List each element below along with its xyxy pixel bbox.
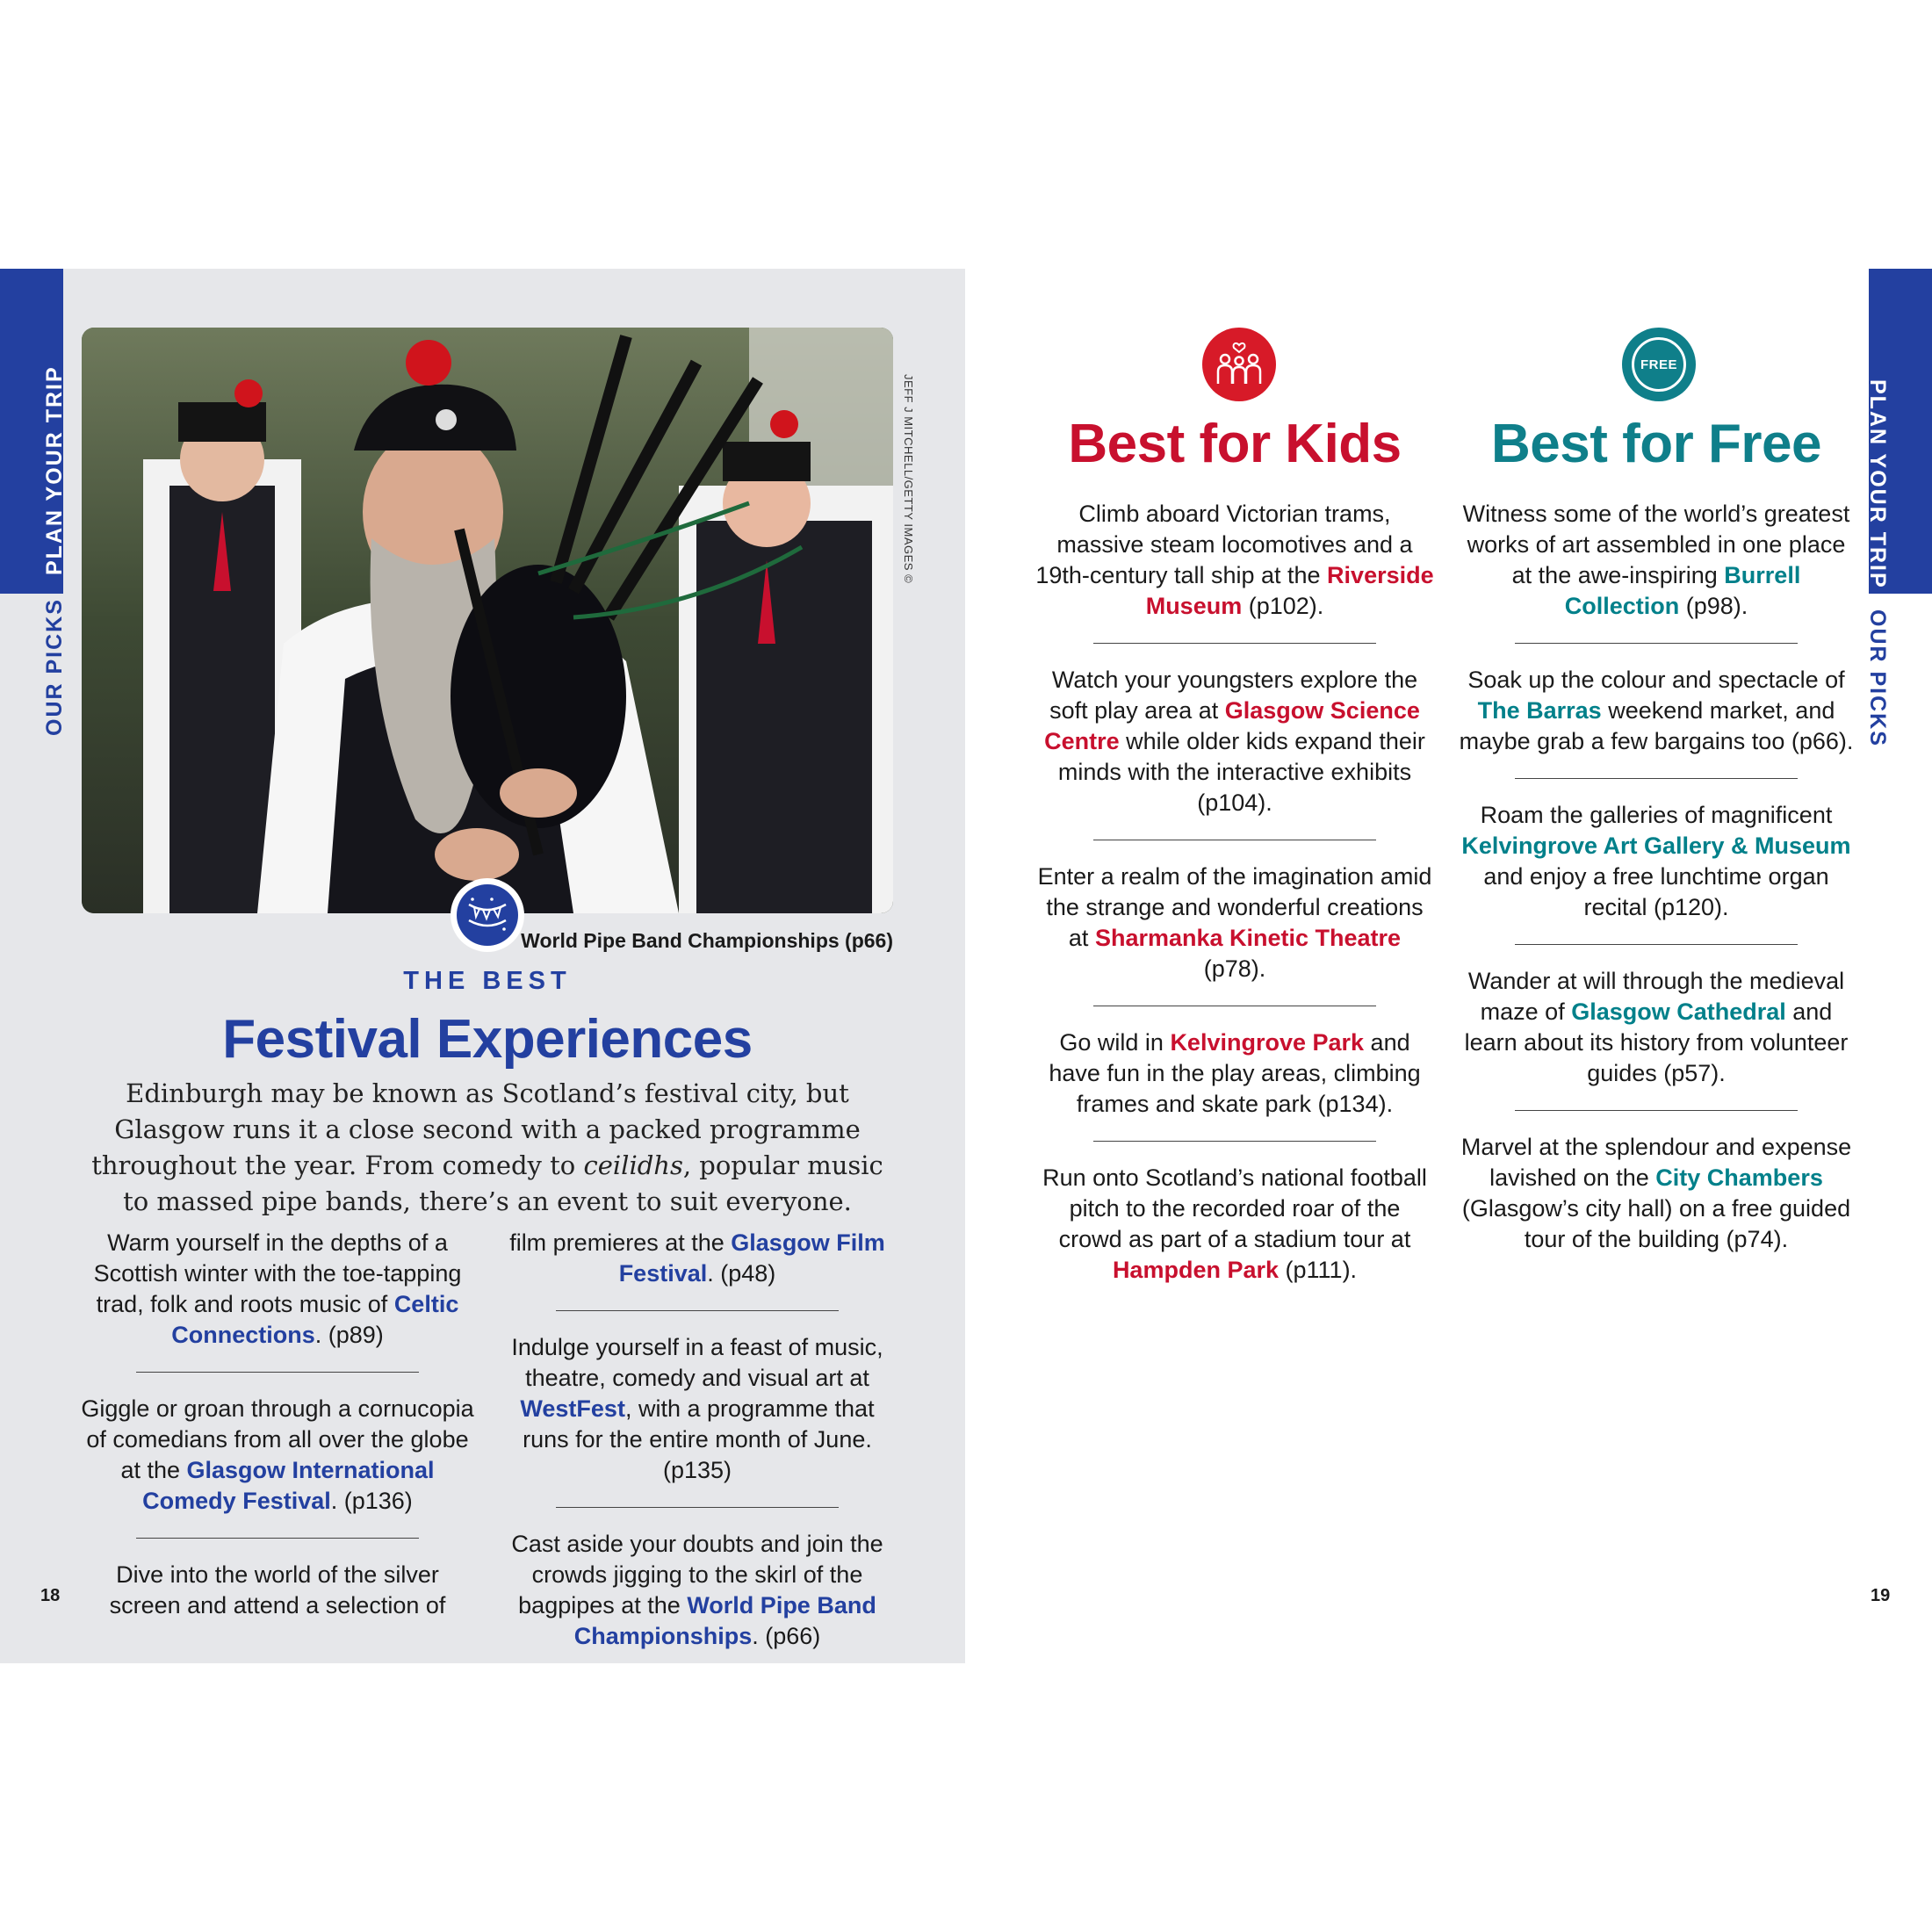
best-for-free-title: Best for Free bbox=[1491, 414, 1821, 474]
festival-link[interactable]: WestFest bbox=[520, 1395, 625, 1422]
free-badge-label: FREE bbox=[1632, 337, 1686, 392]
free-link[interactable]: Kelvingrove Art Gallery & Museum bbox=[1461, 833, 1851, 859]
festival-link[interactable]: Glasgow Film Festival bbox=[618, 1229, 885, 1287]
divider bbox=[1093, 643, 1376, 644]
kids-entry: Run onto Scotland’s national football pitch to the recorded roar of the crowd as part of a stadium tour at Hampden Park (p111). bbox=[1042, 1164, 1427, 1283]
kids-link[interactable]: Glasgow Science Centre bbox=[1044, 697, 1420, 754]
festival-title: Festival Experiences bbox=[222, 1009, 753, 1070]
free-entry: Wander at will through the medieval maze of Glasgow Cathedral and learn about its history from volunteer guides (p57). bbox=[1464, 968, 1849, 1086]
free-entry: Marvel at the splendour and expense lavished on the City Chambers (Glasgow’s city hall) on a free guided tour of the building (p74). bbox=[1460, 1134, 1852, 1252]
festival-link[interactable]: World Pipe Band Championships bbox=[573, 1592, 876, 1649]
free-link[interactable]: Glasgow Cathedral bbox=[1571, 998, 1786, 1025]
divider bbox=[556, 1507, 839, 1508]
kids-link[interactable]: Hampden Park bbox=[1112, 1257, 1280, 1283]
free-column bbox=[1456, 499, 1856, 1255]
festival-link[interactable]: Glasgow International Comedy Festival bbox=[142, 1457, 435, 1514]
festival-entry: Giggle or groan through a cornucopia of comedians from all over the globe at the Glasgow International Comedy Festival. (p136) bbox=[81, 1395, 474, 1514]
our-picks-label-right: OUR PICKS bbox=[1865, 609, 1890, 747]
bunting-icon bbox=[451, 878, 524, 952]
festival-column-2 bbox=[497, 1228, 898, 1652]
best-for-kids-title: Best for Kids bbox=[1068, 414, 1402, 474]
festival-intro bbox=[77, 1076, 898, 1220]
kids-link[interactable]: Riverside Museum bbox=[1145, 562, 1434, 619]
divider bbox=[1515, 643, 1798, 644]
free-badge-icon bbox=[1622, 328, 1696, 401]
divider bbox=[1515, 778, 1798, 779]
photo-credit: JEFF J MITCHELL/GETTY IMAGES © bbox=[902, 374, 915, 584]
kids-column bbox=[1034, 499, 1435, 1286]
divider bbox=[1093, 1141, 1376, 1142]
festival-entry: Warm yourself in the depths of a Scottish winter with the toe-tapping trad, folk and roots music of Celtic Connections. (p89) bbox=[93, 1229, 462, 1348]
divider bbox=[136, 1538, 419, 1539]
kids-entry: Enter a realm of the imagination amid the strange and wonderful creations at Sharmanka Kinetic Theatre (p78). bbox=[1037, 863, 1432, 982]
divider bbox=[1515, 944, 1798, 945]
kids-entry: Go wild in Kelvingrove Park and have fun in the play areas, climbing frames and skate park (p134). bbox=[1049, 1029, 1421, 1117]
festival-entry: film premieres at the Glasgow Film Festival. (p48) bbox=[509, 1229, 885, 1287]
divider bbox=[1515, 1110, 1798, 1111]
festival-entry: Indulge yourself in a feast of music, theatre, comedy and visual art at WestFest, with a programme that runs for the entire month of June. (p135) bbox=[511, 1334, 883, 1483]
festival-entry: Dive into the world of the silver screen and attend a selection of bbox=[109, 1561, 446, 1618]
photo-caption: World Pipe Band Championships (p66) bbox=[521, 929, 893, 952]
plan-your-trip-label-right: PLAN YOUR TRIP bbox=[1865, 379, 1890, 589]
page-number-left: 18 bbox=[40, 1586, 61, 1605]
page-number-right: 19 bbox=[1871, 1586, 1891, 1605]
divider bbox=[556, 1310, 839, 1311]
divider bbox=[136, 1372, 419, 1373]
pipe-band-photo bbox=[82, 328, 893, 913]
kids-link[interactable]: Sharmanka Kinetic Theatre bbox=[1094, 925, 1402, 951]
family-icon bbox=[1202, 328, 1276, 401]
plan-your-trip-label-left: PLAN YOUR TRIP bbox=[42, 365, 67, 575]
festival-link[interactable]: Celtic Connections bbox=[171, 1291, 459, 1348]
free-entry: Witness some of the world’s greatest works of art assembled in one place at the awe-inspiring Burrell Collection (p98). bbox=[1462, 501, 1850, 619]
kids-entry: Watch your youngsters explore the soft play area at Glasgow Science Centre while older kids expand their minds with the interactive exhibits (p104). bbox=[1044, 667, 1425, 816]
intro-emphasis: ceilidhs bbox=[583, 1150, 683, 1180]
our-picks-label-left: OUR PICKS bbox=[42, 598, 67, 736]
free-link[interactable]: Burrell Collection bbox=[1564, 562, 1801, 619]
free-link[interactable]: City Chambers bbox=[1655, 1164, 1823, 1191]
festival-entry: Cast aside your doubts and join the crowds jigging to the skirl of the bagpipes at the World Pipe Band Championships. (p66) bbox=[511, 1531, 883, 1649]
free-entry: Roam the galleries of magnificent Kelvingrove Art Gallery & Museum and enjoy a free lunchtime organ recital (p120). bbox=[1461, 802, 1851, 920]
intro-text-b: , popular music to massed pipe bands, there’s an event to suit everyone. bbox=[123, 1150, 883, 1216]
pipe-band-illustration bbox=[82, 328, 893, 913]
intro-text-a: Edinburgh may be known as Scotland’s festival city, but Glasgow runs it a close second with a packed programme throughout the year. From comedy to bbox=[91, 1078, 861, 1180]
free-link[interactable]: The Barras bbox=[1477, 697, 1602, 724]
kids-link[interactable]: Kelvingrove Park bbox=[1170, 1029, 1365, 1056]
festival-column-1 bbox=[77, 1228, 478, 1621]
free-entry: Soak up the colour and spectacle of The Barras weekend market, and maybe grab a few bargains too (p66). bbox=[1459, 667, 1854, 754]
kids-entry: Climb aboard Victorian trams, massive steam locomotives and a 19th-century tall ship at the Riverside Museum (p102). bbox=[1035, 501, 1434, 619]
section-kicker: THE BEST bbox=[403, 967, 572, 995]
